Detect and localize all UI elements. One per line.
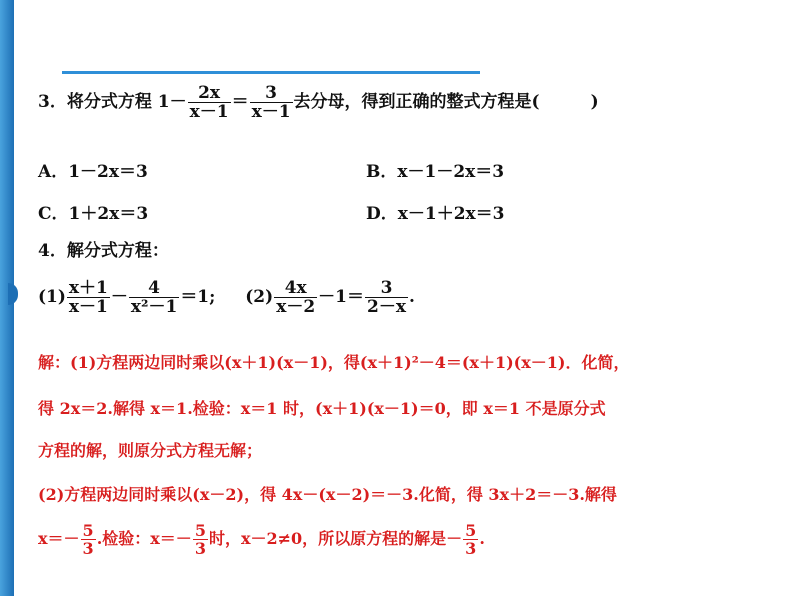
q4-p1-f2-num: 4: [129, 279, 179, 298]
q4-p2-fraction-2: [365, 279, 408, 316]
q3-stem: [38, 84, 599, 121]
sidebar-notch: [8, 283, 18, 305]
header-rule: [62, 71, 480, 74]
s2-f3-num: 5: [465, 521, 477, 540]
solution-1-line-2: 得 2x＝2.解得 x＝1.检验：x＝1 时，(x＋1)(x－1)＝0，即 x＝1 不是原分式: [38, 399, 606, 418]
s2-l2-d: .: [479, 529, 485, 548]
q4-p1-f1-num: x＋1: [68, 278, 108, 298]
s2-f3-den: 3: [465, 539, 477, 558]
q3-equals: ＝: [231, 92, 249, 112]
s2-f2-den: 3: [194, 539, 206, 558]
q3-option-d[interactable]: D．x－1＋2x＝3: [366, 204, 505, 224]
q4-p1-f2-den: x²－1: [130, 297, 178, 317]
q4-p2-f2-num: 3: [365, 279, 408, 298]
q4-p2-tail: .: [408, 287, 415, 307]
q4-title: 4．解分式方程：: [38, 241, 169, 261]
q4-p1-tail: ＝1;: [180, 287, 216, 307]
q4-p2-fraction-1: [274, 279, 317, 316]
q3-stem-suffix: 去分母，得到正确的整式方程是( ): [293, 92, 599, 112]
q4-p2-f1-num: 4x: [274, 279, 317, 298]
q3-number: 3．: [38, 92, 67, 112]
solution-1-line-3: 方程的解，则原分式方程无解；: [38, 441, 263, 460]
q4-equations: [38, 279, 415, 316]
q3-frac2-num: 3: [250, 84, 293, 103]
s2-f2-num: 5: [194, 521, 206, 540]
s2-l2-b: .检验：x＝－: [96, 529, 192, 548]
q3-option-a[interactable]: A．1－2x＝3: [38, 162, 148, 182]
solution-2-line-2: [38, 522, 485, 557]
q3-option-b[interactable]: B．x－1－2x＝3: [366, 162, 505, 182]
solution-2-line-1: (2)方程两边同时乘以(x－2)，得 4x－(x－2)＝－3.化简，得 3x＋2＝－3.解得: [38, 485, 617, 504]
q4-p2-f2-den: 2－x: [367, 297, 406, 317]
q4-p2-mid: －1＝: [318, 287, 364, 307]
q3-fraction-2: [250, 84, 293, 121]
s2-fraction-1: [81, 522, 96, 557]
s2-fraction-2: [193, 522, 208, 557]
s2-l2-c: 时，x－2≠0，所以原方程的解是－: [208, 529, 463, 548]
s2-f1-den: 3: [82, 539, 94, 558]
q4-part1-label: (1): [38, 287, 66, 307]
q3-frac1-den: x－1: [189, 102, 229, 122]
q4-p1-minus: －: [110, 287, 128, 307]
solution-1-line-1: 解：(1)方程两边同时乘以(x＋1)(x－1)，得(x＋1)²－4＝(x＋1)(x－1)．化简，: [38, 353, 630, 372]
q3-option-c[interactable]: C．1＋2x＝3: [38, 204, 149, 224]
s2-l2-a: x＝－: [38, 529, 80, 548]
q4-p1-fraction-1: [67, 279, 110, 316]
q4-p2-f1-den: x－2: [276, 297, 316, 317]
q3-frac1-num: 2x: [188, 84, 231, 103]
s2-f1-num: 5: [82, 521, 94, 540]
q4-p1-f1-den: x－1: [68, 297, 108, 317]
q3-fraction-1: [188, 84, 231, 121]
s2-fraction-3: [463, 522, 478, 557]
q4-p1-fraction-2: [129, 279, 179, 316]
q3-stem-prefix: 将分式方程 1－: [66, 92, 187, 112]
q3-frac2-den: x－1: [251, 102, 291, 122]
q4-part2-label: (2): [245, 287, 274, 307]
